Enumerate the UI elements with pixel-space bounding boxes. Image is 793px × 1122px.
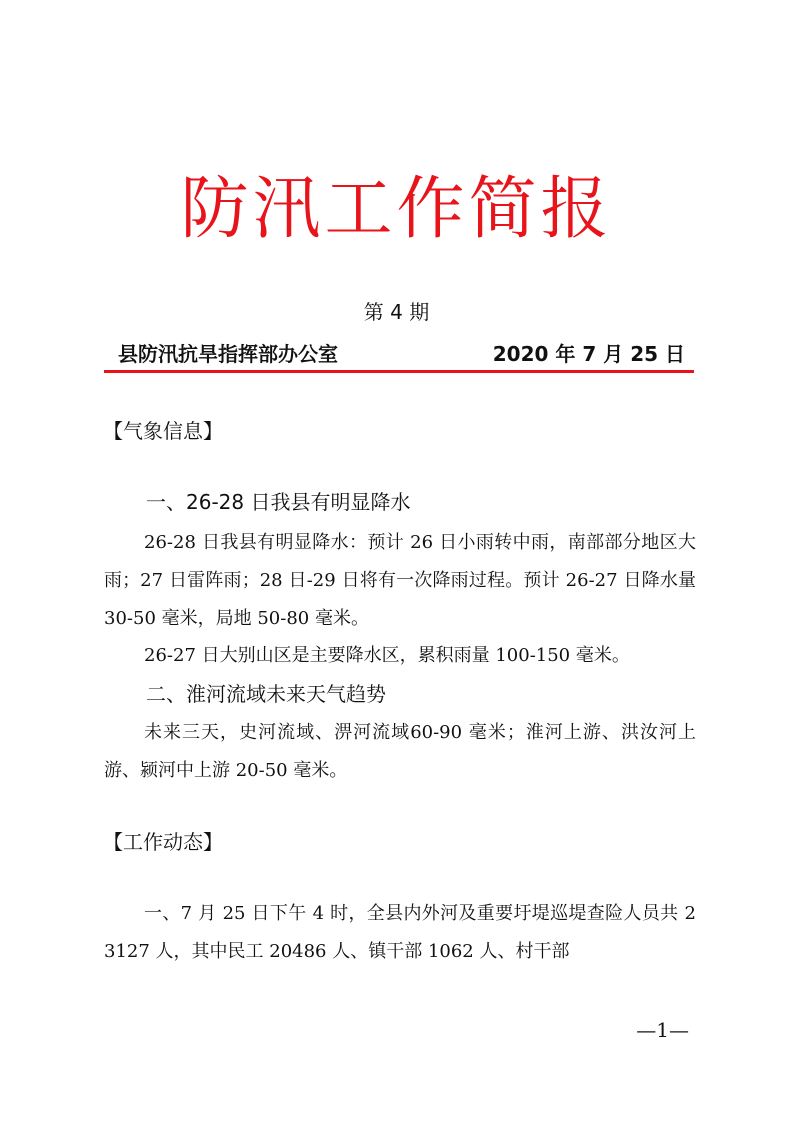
weather-paragraph-2: 26-27 日大别山区是主要降水区，累积雨量 100-150 毫米。 — [144, 645, 630, 666]
bulletin-title: 防汛工作简报 — [180, 170, 613, 249]
issuing-office: 县防汛抗旱指挥部办公室 — [118, 342, 338, 366]
weather-paragraph-1: 26-28 日我县有明显降水：预计 26 日小雨转中雨，南部部分地区大雨；27 日雷阵雨；28 日-29 日将有一次降雨过程。预计 26-27 日降水量 30-50 毫米，局地 50-80 毫米。 — [104, 532, 696, 629]
work-paragraph-1: 一、7 月 25 日下午 4 时，全县内外河及重要圩堤巡堤查险人员共 23127 人，其中民工 20486 人、镇干部 1062 人、村干部 — [104, 903, 696, 962]
page-number: —1— — [636, 1018, 689, 1042]
section-title-weather: 【气象信息】 — [103, 419, 223, 443]
section-title-work: 【工作动态】 — [103, 830, 223, 854]
weather-heading-2: 二、淮河流域未来天气趋势 — [146, 682, 386, 706]
weather-paragraph-3: 未来三天，史河流域、淠河流域60-90 毫米；淮河上游、洪汝河上游、颍河中上游 20-50 毫米。 — [104, 722, 696, 781]
red-divider — [104, 370, 694, 373]
issue-date: 2020 年 7 月 25 日 — [492, 342, 685, 366]
issue-number: 第 4 期 — [363, 300, 430, 324]
weather-heading-1: 一、26-28 日我县有明显降水 — [146, 490, 411, 514]
